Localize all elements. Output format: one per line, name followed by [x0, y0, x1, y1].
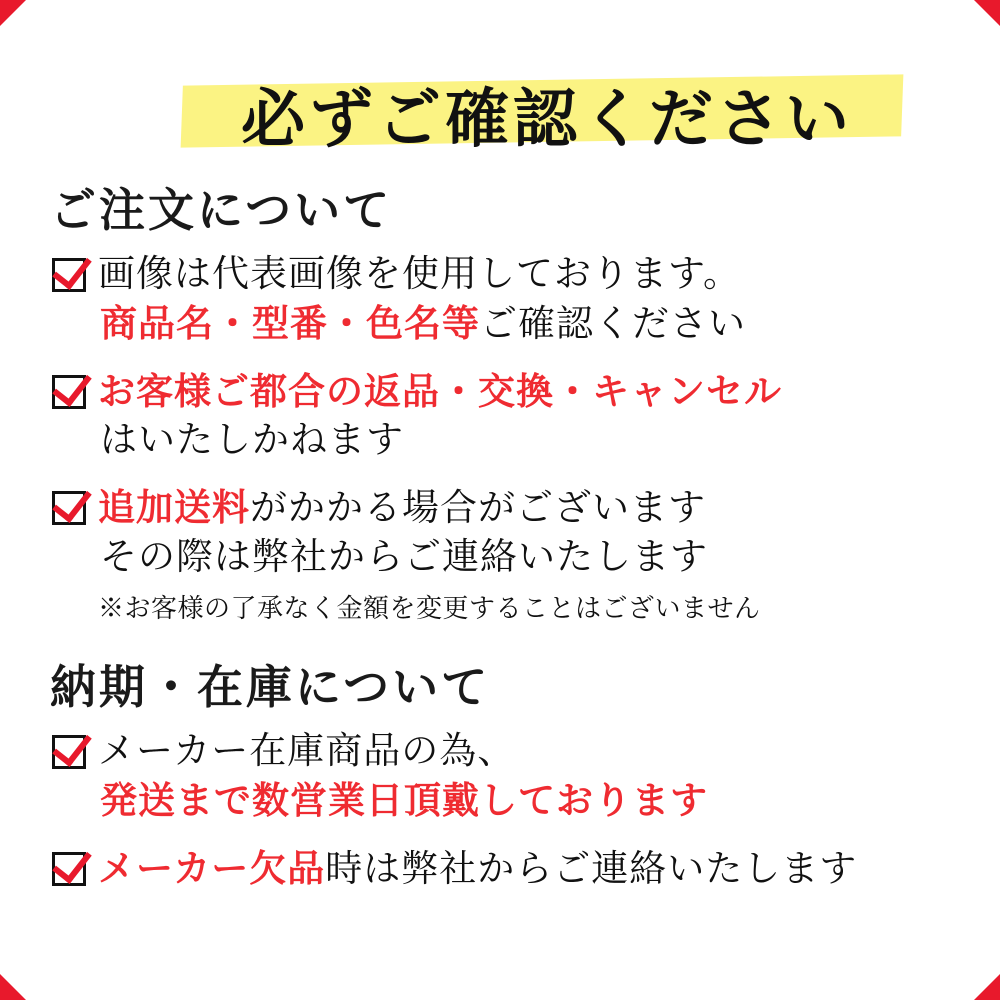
list-item-line — [98, 483, 958, 533]
text-segment: 画像は代表画像を使用しております。 — [98, 252, 742, 295]
list-item-line — [100, 533, 958, 582]
list-item-line — [100, 416, 958, 465]
list-item — [52, 250, 958, 349]
text-segment: がかかる場合がございます — [250, 486, 706, 530]
sections-container — [42, 174, 958, 893]
list-item — [52, 483, 958, 582]
text-segment: その際は弊社からご連絡いたします — [100, 535, 708, 579]
list-item-text — [98, 483, 958, 582]
list-item — [52, 844, 958, 894]
list-item-line — [98, 844, 958, 894]
section-delivery-stock — [42, 651, 958, 893]
list-item-line — [100, 299, 958, 349]
list-item-text — [98, 250, 958, 349]
list-item-line — [100, 776, 958, 826]
checkbox-checked-icon — [52, 258, 86, 292]
section-heading: ご注文について — [50, 183, 393, 237]
list-item-line — [98, 727, 958, 776]
list-item — [52, 727, 958, 826]
list-item-note: ※お客様の了承なく金額を変更することはございません — [98, 593, 761, 624]
corner-accent-top-left — [0, 0, 26, 26]
page-title — [42, 40, 958, 160]
text-segment: ご確認ください — [480, 301, 746, 345]
list-item-line — [98, 367, 958, 417]
list-item — [52, 367, 958, 466]
section-heading: 納期・在庫について — [50, 659, 491, 714]
text-segment: メーカー在庫商品の為、 — [98, 728, 516, 772]
text-segment-highlight: お客様ご都合の返品・交換・キャンセル — [98, 368, 782, 413]
checkbox-checked-icon — [52, 491, 86, 525]
text-segment-highlight: 商品名・型番・色名等 — [100, 300, 480, 345]
checkbox-checked-icon — [52, 375, 86, 409]
list-item-text — [98, 367, 958, 466]
checkbox-checked-icon — [52, 852, 86, 886]
corner-accent-bottom-right — [974, 974, 1000, 1000]
text-segment: 時は弊社からご連絡いたします — [325, 846, 858, 890]
corner-accent-bottom-left — [0, 974, 26, 1000]
list-item-text — [98, 844, 958, 894]
corner-accent-top-right — [974, 0, 1000, 26]
list-item-text — [98, 727, 958, 826]
list-item-line — [98, 250, 958, 299]
text-segment: はいたしかねます — [100, 418, 404, 462]
text-segment-highlight: 追加送料 — [98, 485, 250, 530]
checkbox-checked-icon — [52, 735, 86, 769]
text-segment-highlight: メーカー欠品 — [98, 845, 326, 890]
text-segment-highlight: 発送まで数営業日頂戴しております — [100, 777, 708, 822]
section-order — [42, 174, 958, 625]
title-text: 必ずご確認ください — [241, 82, 853, 157]
